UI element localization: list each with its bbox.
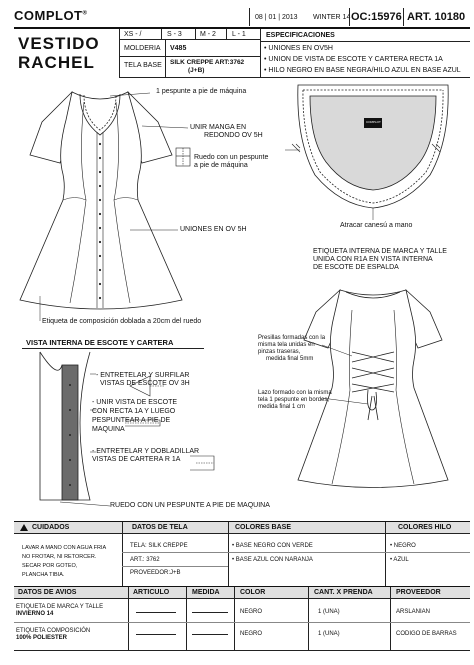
note-unir-manga-line1: UNIR MANGA EN (190, 124, 247, 131)
spec-item-1-text: UNIONES EN OV5H (268, 45, 333, 52)
avios-header-color: COLOR (240, 589, 266, 596)
spec-item-2: • UNION DE VISTA DE ESCOTE Y CARTERA RECTA 1A (264, 56, 443, 63)
note-uniones: UNIONES EN OV 5H (180, 226, 247, 233)
note-presillas-line3: pinzas traseras, (258, 349, 301, 355)
base-color-1: • BASE NEGRO CON VERDE (232, 543, 313, 549)
note-dobladillar-line1: - ENTRETELAR Y DOBLADILLAR (92, 448, 200, 455)
thread-colors-title: COLORES HILO (398, 524, 452, 531)
note-unir-vista-line4: MAQUINA (92, 426, 125, 433)
header-season: WINTER 14 (313, 14, 351, 21)
garment-title-line1: VESTIDO (18, 34, 100, 53)
fabric-label: TELA BASE (124, 62, 162, 69)
note-dobladillar-line2: VISTAS DE CARTERA R 1A (92, 456, 181, 463)
model-label: MOLDERIA (124, 45, 161, 52)
vista-interna-title: VISTA INTERNA DE ESCOTE Y CARTERA (26, 338, 174, 347)
spec-item-3-text: HILO NEGRO EN BASE NEGRA/HILO AZUL EN BASE AZUL (268, 67, 461, 74)
garment-title-line2: RACHEL (18, 53, 95, 72)
thread-color-2: • AZUL (390, 557, 409, 563)
note-entretelar (96, 372, 190, 388)
care-line-4: PLANCHA TIBIA. (22, 572, 65, 578)
avios-row1-qty: 1 (UNA) (318, 609, 340, 615)
note-dobladillar (92, 448, 199, 464)
note-etiqueta-interna-line1: ETIQUETA INTERNA DE MARCA Y TALLE (313, 248, 447, 255)
fabric-data-row-3: PROVEEDOR:J+B (130, 570, 181, 576)
note-lazo-line2: tela 1 pespunte en bordes, (258, 397, 330, 403)
note-presillas-line2: misma tela unidas en (258, 342, 315, 348)
fabric-data-row-1: TELA: SILK CREPPE (130, 543, 188, 549)
note-atracar: Atracar canesú a mano (340, 222, 413, 229)
care-instructions (22, 544, 106, 580)
specs-title: ESPECIFICACIONES (266, 32, 335, 39)
note-lazo-line3: medida final 1 cm (258, 404, 306, 410)
note-unir-manga-line2: REDONDO OV 5H (204, 132, 263, 139)
avios-header-supplier: PROVEEDOR (396, 589, 441, 596)
note-ruedo-bottom: RUEDO CON UN PESPUNTE A PIE DE MAQUINA (110, 502, 270, 509)
avios-row2-qty: 1 (UNA) (318, 631, 340, 637)
header-art: ART. 10180 (407, 11, 466, 23)
note-lazo-line1: Lazo formado con la misma (258, 390, 332, 396)
note-pespunte-pie: 1 pespunte a pie de máquina (156, 88, 247, 95)
note-entretelar-line1: - ENTRETELAR Y SURFILAR (96, 372, 190, 379)
avios-row2-supplier: CODIGO DE BARRAS (396, 631, 457, 637)
note-entretelar-line2: VISTAS DE ESCOTE OV 3H (100, 380, 190, 387)
note-etiqueta-interna-line2: UNIDA CON R1A EN VISTA INTERNA (313, 256, 433, 263)
fabric-value-line1: SILK CREPPE ART:3762 (170, 59, 245, 66)
avios-row1-desc-line2: INVIERNO 14 (16, 611, 54, 617)
avios-header-desc: DATOS DE AVIOS (18, 589, 77, 596)
avios-row1-desc (16, 604, 103, 618)
avios-row2-desc-line1: ETIQUETA COMPOSICIÓN (16, 628, 91, 634)
care-line-3: SECAR POR GOTEO, (22, 563, 78, 569)
note-unir-vista (92, 398, 177, 434)
base-color-2: • BASE AZUL CON NARANJA (232, 557, 313, 563)
note-presillas-line4: medida final 5mm (266, 356, 314, 362)
note-etiqueta-composicion: Etiqueta de composición doblada a 20cm del ruedo (42, 318, 202, 325)
avios-row2-color: NEGRO (240, 631, 263, 637)
base-colors-title: COLORES BASE (235, 524, 292, 531)
avios-row1-color: NEGRO (240, 609, 263, 615)
fabric-data-title: DATOS DE TELA (132, 524, 188, 531)
spec-item-2-text: UNION DE VISTA DE ESCOTE Y CARTERA RECTA 1A (268, 56, 443, 63)
avios-row1-supplier: ARSLANIAN (396, 609, 431, 615)
note-etiqueta-interna-line3: DE ESCOTE DE ESPALDA (313, 264, 399, 271)
fabric-value-line2: (J+B) (188, 67, 205, 74)
care-title: CUIDADOS (32, 524, 70, 531)
care-line-2: NO FROTAR, NI RETORCER. (22, 554, 97, 560)
avios-header-measure: MEDIDA (192, 589, 220, 596)
avios-header-article: ARTICULO (133, 589, 170, 596)
header-date: 08 | 01 | 2013 (255, 14, 298, 21)
model-value: V485 (170, 45, 187, 52)
brand-mark: ® (82, 10, 88, 17)
size-xs: XS - / (124, 31, 142, 38)
note-unir-vista-line3: PESPUNTEAR A PIE DE (92, 417, 171, 424)
size-s: S - 3 (167, 31, 182, 38)
avios-header-qty: CANT. X PRENDA (314, 589, 373, 596)
fabric-data-row-2: ART.: 3762 (130, 557, 160, 563)
note-ruedo-line2: a pie de máquina (194, 162, 248, 169)
size-l: L - 1 (232, 31, 246, 38)
spec-item-3: • HILO NEGRO EN BASE NEGRA/HILO AZUL EN BASE AZUL (264, 67, 461, 74)
note-presillas-line1: Presillas formadas con la (258, 335, 326, 341)
note-unir-vista-line2: CON RECTA 1A Y LUEGO (92, 408, 176, 415)
note-unir-vista-line1: - UNIR VISTA DE ESCOTE (92, 399, 178, 406)
note-ruedo-line1: Ruedo con un pespunte (194, 154, 269, 161)
avios-row2-desc (16, 628, 90, 642)
avios-row2-desc-line2: 100% POLIESTER (16, 635, 68, 641)
avios-row1-desc-line1: ETIQUETA DE MARCA Y TALLE (16, 604, 104, 610)
header-oc: OC:15976 (351, 11, 402, 23)
warning-icon (20, 524, 28, 531)
thread-color-1: • NEGRO (390, 543, 416, 549)
brand-name: COMPLOT (14, 8, 83, 23)
size-m: M - 2 (200, 31, 216, 38)
care-line-1: LAVAR A MANO CON AGUA FRIA (22, 545, 107, 551)
back-label-text: COMPLOT (366, 120, 381, 124)
spec-item-1: • UNIONES EN OV5H (264, 45, 333, 52)
